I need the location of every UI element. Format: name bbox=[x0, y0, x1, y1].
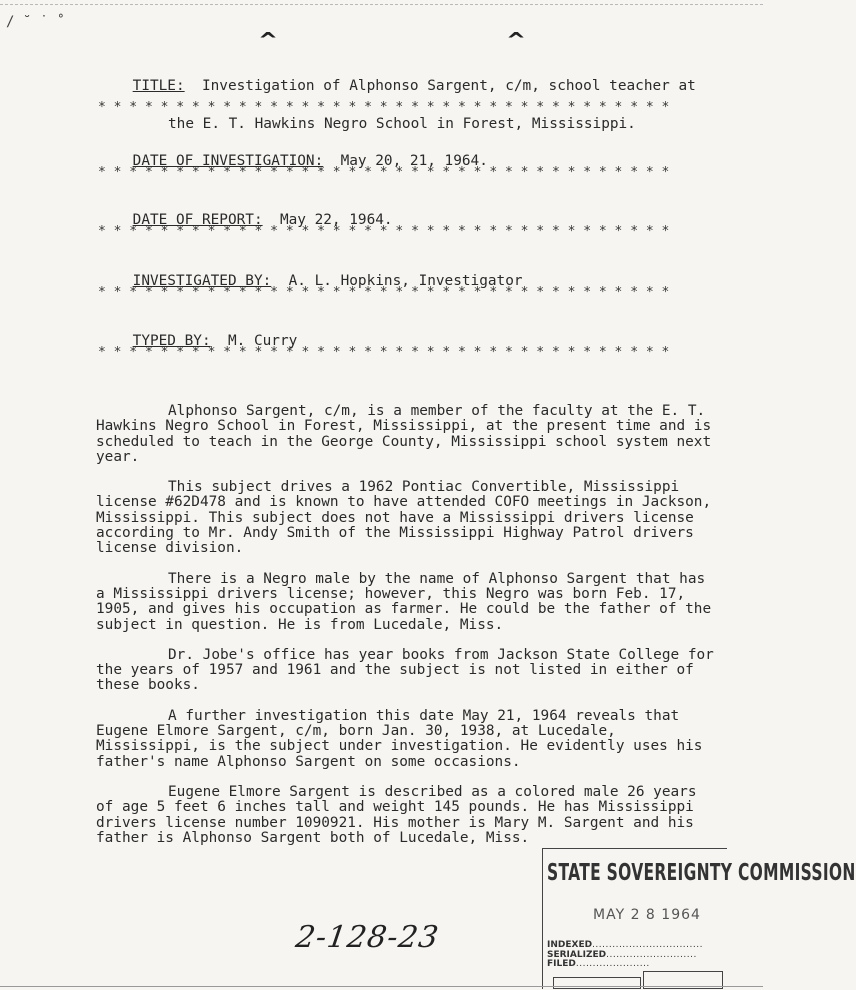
stamp-title: STATE SOVEREIGNTY COMMISSION bbox=[547, 859, 856, 886]
date-of-investigation-field bbox=[98, 133, 488, 190]
typed-by-field bbox=[98, 313, 297, 370]
separator-stars: * * * * * * * * * * * * * * * * * * * * * * * * * * * * * * * * * * * * * bbox=[98, 345, 670, 360]
paragraph-6: Eugene Elmore Sargent is described as a colored male 26 years of age 5 feet 6 inches tall and weight 145 pounds. He has Mississippi drivers license number 1090921. His mother is Mary M. Sargent and his father is Alphonso Sargent both of Lucedale, Miss. bbox=[96, 783, 697, 846]
investigated-by-field bbox=[98, 253, 523, 310]
stamp-fields: INDEXED................................. SERIALIZED........................... FILED...................... bbox=[547, 940, 703, 969]
typed-by-value: M. Curry bbox=[227, 333, 298, 349]
date-of-investigation-value: May 20, 21, 1964. bbox=[340, 153, 488, 169]
title-line-2: the E. T. Hawkins Negro School in Forest, Mississippi. bbox=[168, 116, 636, 132]
paragraph-5: A further investigation this date May 21, 1964 reveals that Eugene Elmore Sargent, c/m, born Jan. 30, 1938, at Lucedale, Mississippi, is the subject under investigation. He evidently uses his father's name Alphonso Sargent on some occasions. bbox=[96, 707, 703, 770]
paragraph-4: Dr. Jobe's office has year books from Jackson State College for the years of 1957 and 1961 and the subject is not listed in either of these books. bbox=[96, 646, 714, 694]
date-of-report-label: DATE OF REPORT: bbox=[132, 212, 263, 228]
separator-stars: * * * * * * * * * * * * * * * * * * * * * * * * * * * * * * * * * * * * * bbox=[98, 100, 670, 115]
title-line-1: Investigation of Alphonso Sargent, c/m, school teacher at bbox=[201, 78, 696, 94]
paragraph-2: This subject drives a 1962 Pontiac Convertible, Mississippi license #62D478 and is known to have attended COFO meetings in Jackson, Mississippi. This subject does not have a Mississippi drivers license according to Mr. Andy Smith of the Mississippi Highway Patrol drivers license division. bbox=[96, 479, 712, 557]
punch-mark-right: ^ bbox=[507, 28, 525, 52]
paragraph-1: Alphonso Sargent, c/m, is a member of the faculty at the E. T. Hawkins Negro School in Forest, Mississippi, at the present time and is scheduled to teach in the George County, Mississippi school system next year. bbox=[96, 403, 712, 465]
commission-stamp bbox=[542, 848, 856, 989]
separator-stars: * * * * * * * * * * * * * * * * * * * * * * * * * * * * * * * * * * * * * bbox=[98, 224, 670, 239]
investigated-by-label: INVESTIGATED BY: bbox=[132, 273, 272, 289]
stamp-indexed-label: INDEXED bbox=[547, 940, 593, 950]
date-of-investigation-label: DATE OF INVESTIGATION: bbox=[132, 153, 324, 169]
stamp-serialized-label: SERIALIZED bbox=[547, 949, 607, 960]
date-of-report-field bbox=[98, 192, 393, 249]
separator-stars: * * * * * * * * * * * * * * * * * * * * * * * * * * * * * * * * * * * * * bbox=[98, 165, 670, 180]
paragraph-3: There is a Negro male by the name of Alphonso Sargent that has a Mississippi drivers license; however, this Negro was born Feb. 17, 1905, and gives his occupation as farmer. He could be the father of the subject in question. He is from Lucedale, Miss. bbox=[96, 570, 712, 633]
separator-stars: * * * * * * * * * * * * * * * * * * * * * * * * * * * * * * * * * * * * * bbox=[98, 285, 670, 300]
punch-mark-left: ^ bbox=[259, 28, 277, 52]
typed-by-label: TYPED BY: bbox=[132, 333, 211, 349]
investigated-by-value: A. L. Hopkins, Investigator bbox=[288, 273, 523, 289]
corner-mark: / ˘ ˙ ˚ bbox=[6, 14, 66, 30]
date-of-report-value: May 22, 1964. bbox=[279, 212, 393, 228]
stamp-box bbox=[553, 977, 641, 989]
handwritten-file-number: 2-128-23 bbox=[293, 920, 442, 955]
page-bottom-edge bbox=[0, 986, 763, 987]
title-label: TITLE: bbox=[132, 78, 185, 94]
page-edge-line bbox=[0, 4, 763, 5]
stamp-filed-label: FILED bbox=[547, 959, 576, 969]
stamp-date: MAY 2 8 1964 bbox=[593, 907, 701, 923]
report-body bbox=[96, 404, 716, 861]
